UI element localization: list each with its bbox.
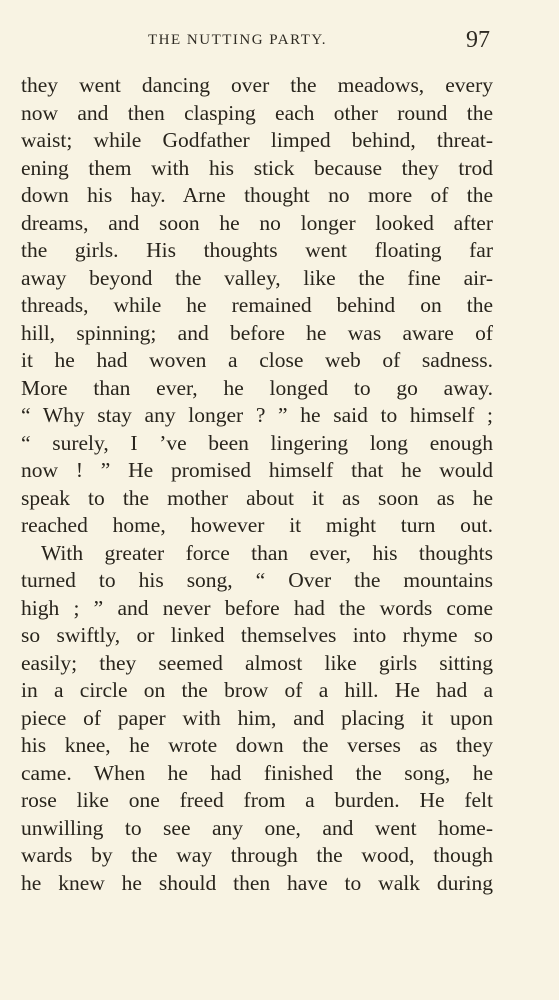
running-head (0, 27, 559, 60)
text-line: they went dancing over the meadows, every (21, 73, 493, 97)
text-line: More than ever, he longed to go away. (21, 375, 493, 400)
text-line: so swiftly, or linked themselves into rhyme so (21, 623, 493, 647)
text-line: now ! ” He promised himself that he would (21, 458, 493, 482)
text-line: threads, while he remained behind on the (21, 293, 493, 317)
text-line: piece of paper with him, and placing it upon (21, 705, 493, 730)
page-number: 97 (466, 27, 490, 53)
text-line: came. When he had finished the song, he (21, 760, 493, 785)
text-line: the girls. His thoughts went floating far (21, 238, 493, 262)
text-line: in a circle on the brow of a hill. He had a (21, 678, 493, 702)
text-line: easily; they seemed almost like girls sitting (21, 650, 493, 675)
text-line: wards by the way through the wood, though (21, 843, 493, 867)
text-line: ening them with his stick because they trod (21, 155, 493, 180)
text-line: “ surely, I ’ve been lingering long enough (21, 430, 493, 455)
text-line: high ; ” and never before had the words come (21, 595, 493, 620)
text-line: dreams, and soon he no longer looked after (21, 210, 493, 235)
text-line: his knee, he wrote down the verses as they (21, 733, 493, 757)
text-line: down his hay. Arne thought no more of the (21, 183, 493, 207)
text-line: away beyond the valley, like the fine air- (21, 265, 493, 290)
text-line: reached home, however it might turn out. (21, 513, 493, 537)
running-title: THE NUTTING PARTY. (148, 32, 328, 48)
paragraph-first-line: With greater force than ever, his thoughts (41, 540, 493, 565)
text-line: speak to the mother about it as soon as he (21, 485, 493, 510)
text-line: unwilling to see any one, and went home- (21, 815, 493, 840)
text-line: waist; while Godfather limped behind, threat- (21, 128, 493, 152)
text-line: now and then clasping each other round the (21, 100, 493, 125)
text-line: turned to his song, “ Over the mountains (21, 568, 493, 592)
text-line: hill, spinning; and before he was aware of (21, 320, 493, 345)
text-line: he knew he should then have to walk during (21, 870, 493, 895)
text-line: it he had woven a close web of sadness. (21, 348, 493, 372)
body-text (21, 72, 493, 897)
text-line: “ Why stay any longer ? ” he said to himself ; (21, 403, 493, 427)
text-line: rose like one freed from a burden. He felt (21, 788, 493, 812)
